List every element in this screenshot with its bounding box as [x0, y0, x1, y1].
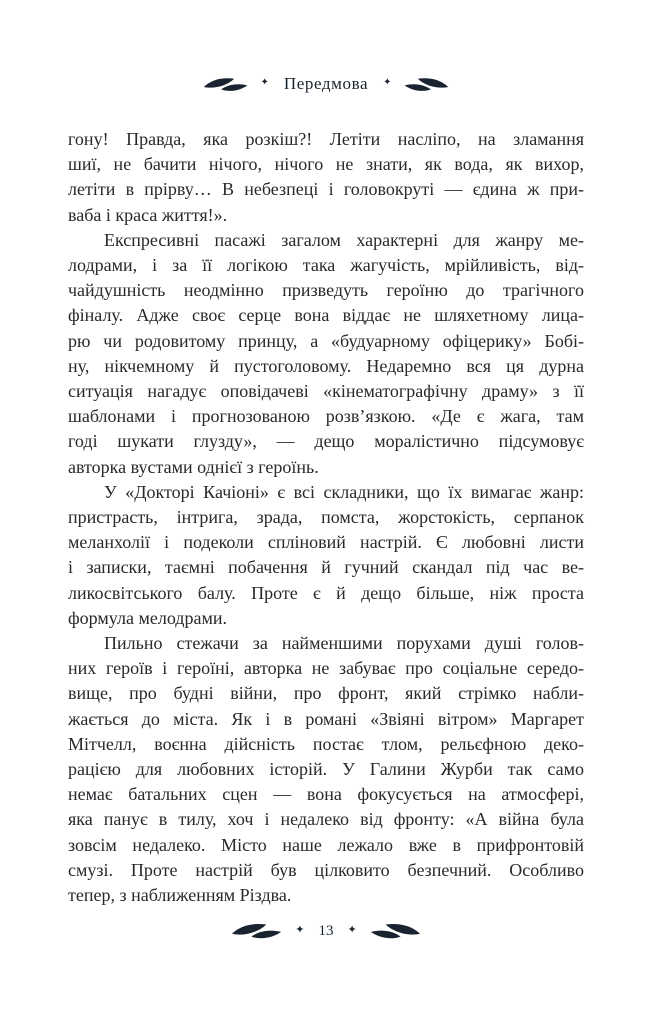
text-line: ликосвітського балу. Проте є й дещо більше, ніж проста	[68, 582, 584, 603]
body-text	[68, 127, 584, 908]
text-line: фіналу. Адже своє серце вона віддає не шляхетному лица-	[68, 305, 584, 326]
text-line: шиї, не бачити нічого, нічого не знати, як вода, як вихор,	[68, 154, 584, 175]
paragraph	[68, 480, 584, 631]
chapter-title: Передмова	[283, 74, 369, 93]
paragraph	[68, 127, 584, 228]
text-line: немає батальних сцен — вона фокусується на атмосфері,	[68, 784, 584, 805]
text-line: Пильно стежачи за найменшими порухами душі голов-	[104, 633, 584, 654]
text-line: Мітчелл, воєнна дійсність постає тлом, рельєфною деко-	[68, 733, 584, 754]
leaf-ornament-icon	[369, 921, 421, 941]
leaf-ornament-icon	[403, 76, 449, 93]
text-line: шаблонами і прогнозованою розв’язкою. «Де є жага, там	[68, 406, 584, 427]
diamond-icon: ✦	[383, 77, 392, 88]
text-line: Експресивні пасажі загалом характерні для жанру ме-	[104, 229, 584, 250]
text-line: летіти в прірву… В небезпеці і головокруті — єдина ж при-	[68, 179, 584, 200]
leaf-ornament-icon	[203, 76, 249, 93]
paragraph	[68, 228, 584, 480]
text-line: ситуація нагадує оповідачеві «кінематографічну драму» з її	[68, 381, 584, 402]
text-line: чайдушність неодмінно призведуть героїню до трагічного	[68, 280, 584, 301]
text-line: гону! Правда, яка розкіш?! Летіти насліпо, на зламання	[68, 129, 584, 149]
text-line: зовсім недалеко. Місто наше лежало вже в прифронтовій	[68, 834, 584, 855]
text-line: ваба і краса життя!».	[68, 204, 228, 225]
text-line: лодрами, і за її логікою така жагучість, мрійливість, від-	[68, 255, 584, 276]
text-line: ну, нікчемному й пустоголовому. Недаремно вся ця дурна	[68, 355, 584, 376]
text-line: У «Докторі Качіоні» є всі складники, що їх вимагає жанр:	[104, 481, 584, 502]
text-line: вище, про будні війни, про фронт, який стрімко набли-	[68, 683, 584, 704]
text-line: смузі. Проте настрій був цілковито безпечний. Особливо	[68, 859, 584, 880]
diamond-icon: ✦	[260, 77, 269, 88]
text-line: рю чи родовитому принцу, а «будуарному офіцерику» Бобі-	[68, 330, 584, 351]
text-line: годі шукати глузду», — дещо моралістично підсумовує	[68, 431, 584, 452]
paragraph	[68, 631, 584, 908]
page-header	[0, 74, 652, 94]
text-line: тепер, з наближенням Різдва.	[68, 885, 292, 906]
text-line: яка панує в тилу, хоч і недалеко від фронту: «А війна була	[68, 809, 584, 830]
text-line: і записки, таємні побачення й гучний скандал під час ве-	[68, 557, 584, 578]
page-footer	[0, 921, 652, 941]
text-line: них героїв і героїні, авторка не забуває про соціальне середо-	[68, 658, 584, 679]
text-line: рацією для любовних історій. У Галини Журби так само	[68, 759, 584, 780]
page-number: 13	[318, 922, 334, 939]
diamond-icon: ✦	[347, 923, 357, 936]
text-line: пристрасть, інтрига, зрада, помста, жорстокість, серпанок	[68, 507, 584, 528]
leaf-ornament-icon	[231, 921, 283, 941]
diamond-icon: ✦	[295, 923, 305, 936]
text-line: формула мелодрами.	[68, 607, 227, 628]
text-line: жається до міста. Як і в романі «Звіяні вітром» Маргарет	[68, 708, 584, 729]
text-line: авторка вустами однієї з героїнь.	[68, 456, 319, 477]
text-line: меланхолії і подеколи спліновий настрій. Є любовні листи	[68, 532, 584, 553]
